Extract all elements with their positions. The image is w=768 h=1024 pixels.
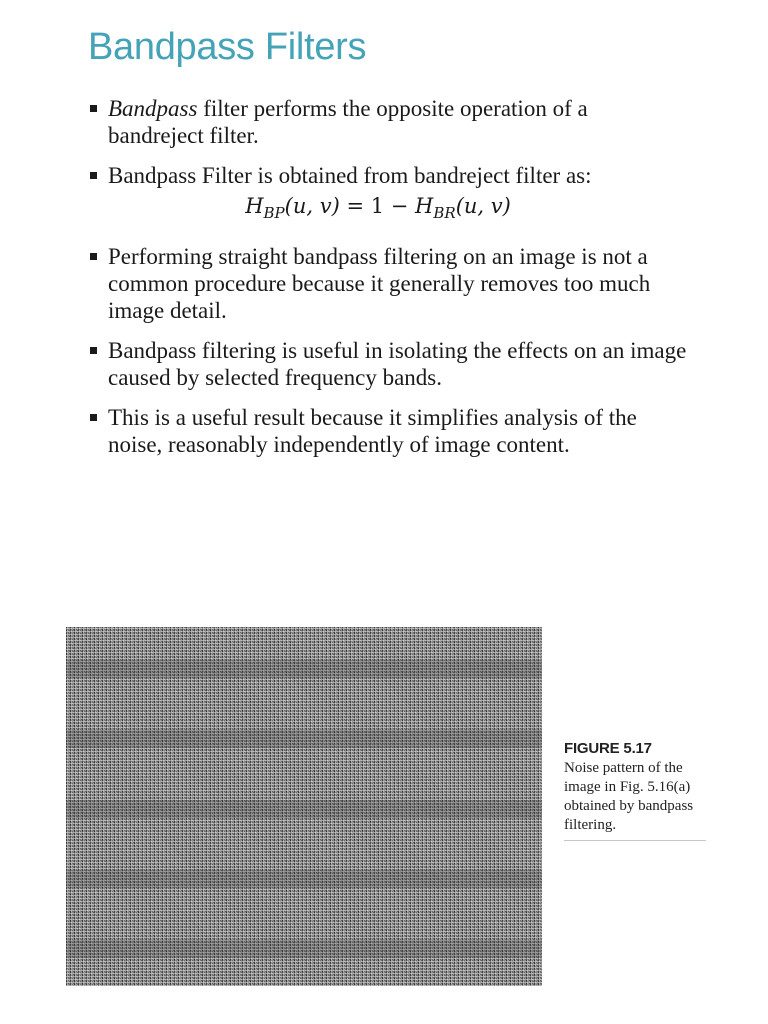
equation-lhs-symbol: H (245, 194, 264, 218)
bullet-item (88, 243, 688, 324)
equation (108, 189, 688, 230)
square-bullet-icon (90, 414, 97, 421)
square-bullet-icon (90, 253, 97, 260)
bullet-text: filter performs the opposite operation of a bandreject filter. (108, 96, 588, 148)
bullet-item (88, 95, 688, 149)
bullet-text: Performing straight bandpass filtering on an image is not a common procedure because it generally removes too much image detail. (108, 244, 651, 324)
bullet-item (88, 162, 688, 230)
equation-lhs-subscript: BP (263, 204, 285, 223)
slide-title: Bandpass Filters (88, 26, 367, 68)
equation-rhs-args: (u, v) (455, 194, 511, 218)
bullet-list (88, 95, 688, 471)
bullet-text: Bandpass filtering is useful in isolating the effects on an image caused by selected frequency bands. (108, 338, 687, 391)
bullet-item (88, 337, 688, 391)
figure-caption (564, 739, 706, 841)
equation-lhs-args: (u, v) (284, 194, 340, 218)
bullet-item (88, 404, 688, 458)
bullet-text: This is a useful result because it simplifies analysis of the noise, reasonably independently of image content. (108, 405, 637, 458)
figure-caption-text: Noise pattern of the image in Fig. 5.16(a) obtained by bandpass filtering. (564, 759, 706, 841)
equation-operator: = 1 − (339, 194, 416, 218)
square-bullet-icon (90, 347, 97, 354)
noise-pattern-image (66, 627, 542, 986)
bullet-emphasis: Bandpass (108, 96, 198, 121)
square-bullet-icon (90, 172, 97, 179)
bullet-text: Bandpass Filter is obtained from bandreject filter as: (108, 163, 592, 188)
equation-rhs-symbol: H (415, 194, 434, 218)
equation-rhs-subscript: BR (433, 204, 456, 223)
square-bullet-icon (90, 105, 97, 112)
figure-label: FIGURE 5.17 (564, 740, 652, 757)
